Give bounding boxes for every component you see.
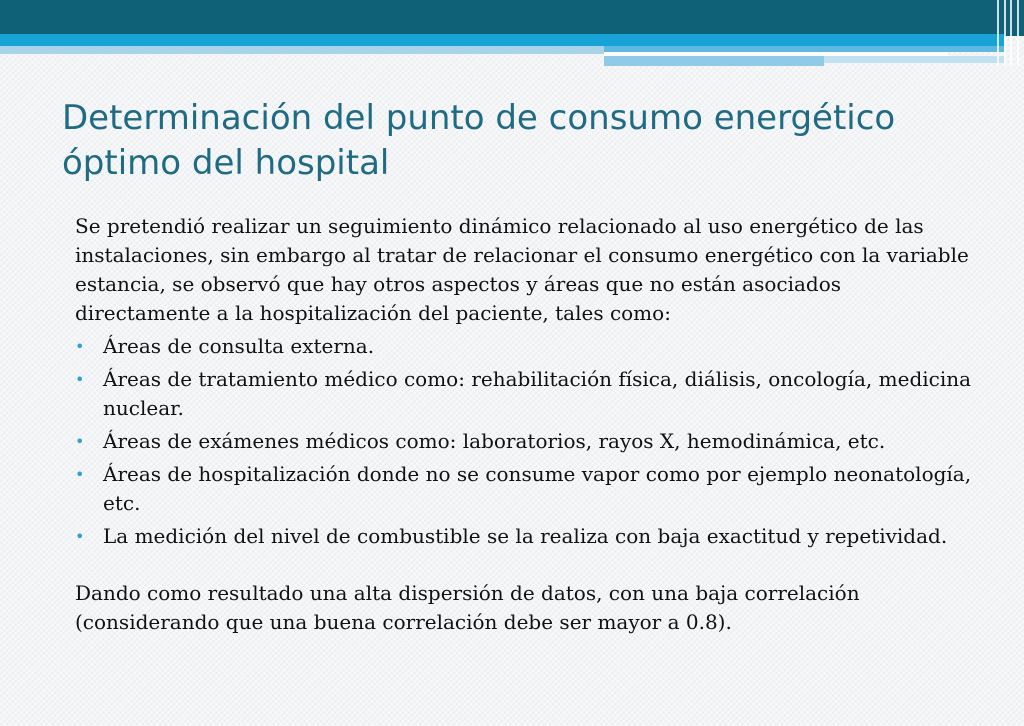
bullet-text: Áreas de consulta externa. <box>103 334 375 358</box>
bullet-text: Áreas de hospitalización donde no se consume vapor como por ejemplo neonatología, etc. <box>103 462 972 515</box>
bullet-item <box>75 427 975 456</box>
bullet-item <box>75 365 975 423</box>
header-band-light <box>0 46 604 54</box>
bullet-icon: • <box>75 465 85 484</box>
header-band-dark <box>0 0 1024 36</box>
conclusion-paragraph: Dando como resultado una alta dispersión de datos, con una baja correlación (considerando que una buena correlación debe ser mayor a 0.8). <box>75 581 860 634</box>
bullet-text: La medición del nivel de combustible se la realiza con baja exactitud y repetividad. <box>103 524 948 548</box>
bullet-text: Áreas de exámenes médicos como: laboratorios, rayos X, hemodinámica, etc. <box>103 429 886 453</box>
bullet-list <box>75 332 975 551</box>
intro-paragraph: Se pretendió realizar un seguimiento dinámico relacionado al uso energético de las instalaciones, sin embargo al tratar de relacionar el consumo energético con la variable estancia, se observó que hay otros aspectos y áreas que no están asociados directamente a la hospitalización del paciente, tales como: <box>75 214 969 325</box>
bullet-item <box>75 460 975 518</box>
bullet-icon: • <box>75 370 85 389</box>
header-band-pale <box>604 56 824 66</box>
bullet-icon: • <box>75 337 85 356</box>
bullet-item <box>75 522 975 551</box>
bullet-icon: • <box>75 527 85 546</box>
header-band-bright <box>0 34 1004 46</box>
header-band-pale-right <box>824 56 1004 63</box>
slide-title: Determinación del punto de consumo energético óptimo del hospital <box>62 98 896 183</box>
bullet-item <box>75 332 975 361</box>
header-edge-stripes <box>992 0 1024 66</box>
bullet-text: Áreas de tratamiento médico como: rehabilitación física, diálisis, oncología, medicina nuclear. <box>103 367 972 420</box>
bullet-icon: • <box>75 432 85 451</box>
slide-body <box>75 212 975 637</box>
